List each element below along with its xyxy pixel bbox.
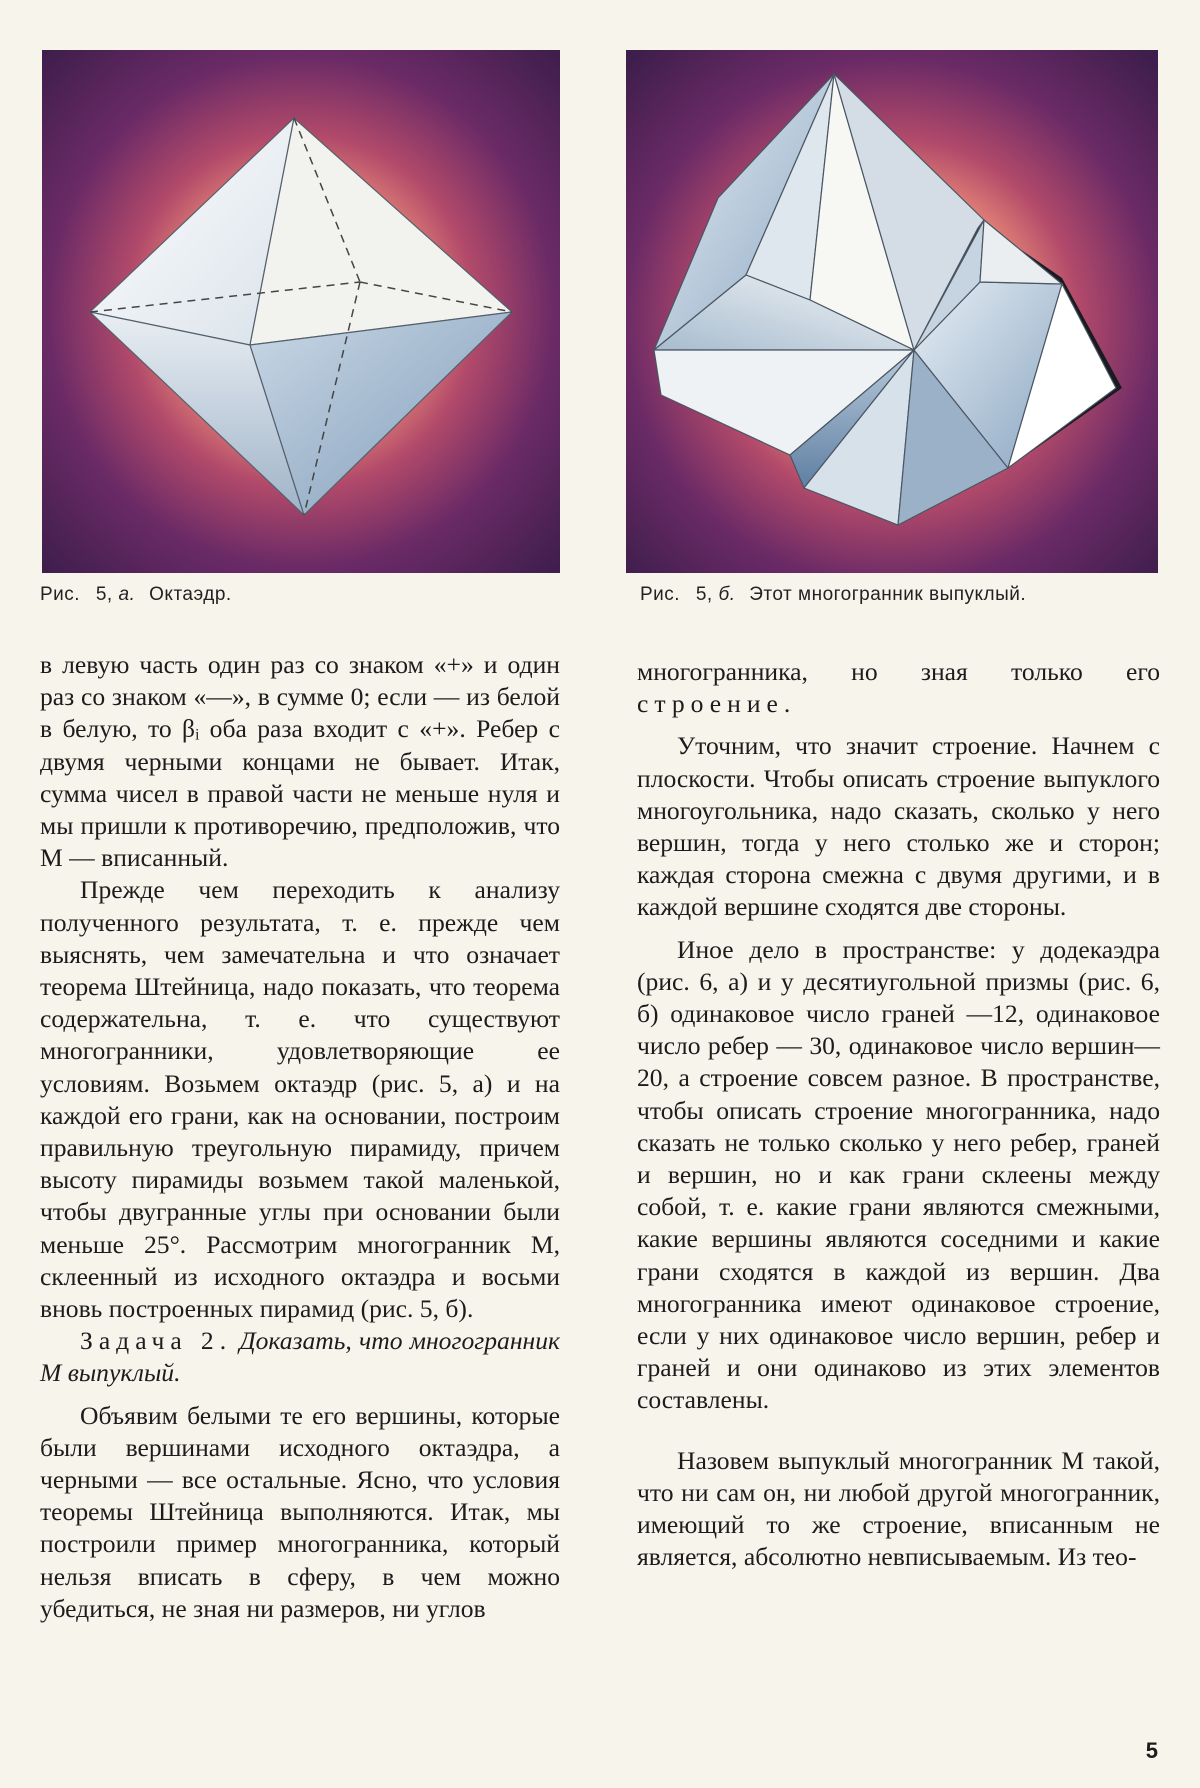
figure-5a-octahedron bbox=[42, 50, 560, 573]
caption-title: Октаэдр. bbox=[149, 584, 232, 605]
paragraph: Иное дело в пространстве: у додекаэдра (рис. 6, а) и у десятиугольной призмы (рис. 6, б) одинаковое число граней —12, одинаковое число ребер — 30, одинаковое число вершин— 20, а строение совсем разное. В пространстве, чтобы описать строение многогранника, надо сказать не только сколько у него ребер, граней и вершин, но и как грани склеены между собой, т. е. какие грани являются смежными, какие вершины являются соседними и какие грани сходятся в каждой из вершин. Два многогранника имеют одинаковое строение, если у них одинаковое число вершин, ребер и граней и они одинаково из этих элементов составлены. bbox=[637, 934, 1160, 1415]
paragraph: Уточним, что значит строение. Начнем с плоскости. Чтобы описать строение выпуклого многоугольника, надо сказать, сколько у него вершин, тогда у него столько же и сторон; каждая сторона смежна с двумя другими, и в каждой вершине сходятся две стороны. bbox=[637, 731, 1160, 922]
text-column-right bbox=[637, 656, 1160, 1573]
figure-caption-b bbox=[640, 584, 1026, 606]
text-column-left bbox=[40, 649, 560, 1625]
task-label: Задача 2. bbox=[80, 1326, 233, 1356]
paragraph bbox=[637, 656, 1160, 720]
caption-label: Рис. bbox=[40, 584, 81, 605]
caption-number: 5, bbox=[695, 584, 713, 605]
octahedron-illustration bbox=[42, 50, 560, 573]
paragraph: Объявим белыми те его вершины, которые были вершинами исходного октаэдра, а черными — все остальные. Ясно, что условия теоремы Штейница выполняются. Итак, мы построили пример многогранника, который нельзя вписать в сферу, в чем можно убедиться, не зная ни размеров, ни углов bbox=[40, 1400, 560, 1623]
caption-title: Этот многогранник выпуклый. bbox=[749, 584, 1027, 605]
figure-caption-a bbox=[40, 584, 232, 606]
paragraph: Прежде чем переходить к анализу полученного результата, т. е. прежде чем выяснять, чем замечательна и что означает теорема Штейница, надо показать, что теорема содержательна, т. е. что существуют многогранники, удовлетворяющие ее условиям. Возьмем октаэдр (рис. 5, а) и на каждой его грани, как на основании, построим правильную треугольную пирамиду, причем высоту пирамиды возьмем такой маленькой, чтобы двугранные углы при основании были меньше 25°. Рассмотрим многогранник M, склеенный из исходного октаэдра и восьми вновь построенных пирамид (рис. 5, б). bbox=[40, 875, 560, 1324]
caption-letter: б. bbox=[718, 584, 736, 605]
task-text: Доказать, что многогранник M выпуклый. bbox=[40, 1326, 560, 1388]
caption-number: 5, bbox=[95, 584, 113, 605]
paragraph: Назовем выпуклый многогранник M такой, что ни сам он, ни любой другой многогранник, имеющий то же строение, вписанным не является, абсолютно невписываемым. Из тео- bbox=[637, 1445, 1160, 1572]
caption-letter: а. bbox=[118, 584, 136, 605]
paragraph: в левую часть один раз со знаком «+» и один раз со знаком «—», в сумме 0; если — из белой в белую, то βᵢ оба раза входит с «+». Ребер с двумя черными концами не бывает. Итак, сумма чисел в правой части не меньше нуля и мы пришли к противоречию, предположив, что M — вписанный. bbox=[40, 650, 560, 873]
polyhedron-illustration bbox=[626, 50, 1158, 573]
task-statement bbox=[40, 1325, 560, 1389]
paragraph-text: многогранника, но зная только его bbox=[637, 657, 1160, 686]
caption-label: Рис. bbox=[640, 584, 681, 605]
figure-5b-polyhedron bbox=[626, 50, 1158, 573]
page-number: 5 bbox=[1145, 1738, 1158, 1763]
spaced-term: строение. bbox=[637, 689, 797, 719]
